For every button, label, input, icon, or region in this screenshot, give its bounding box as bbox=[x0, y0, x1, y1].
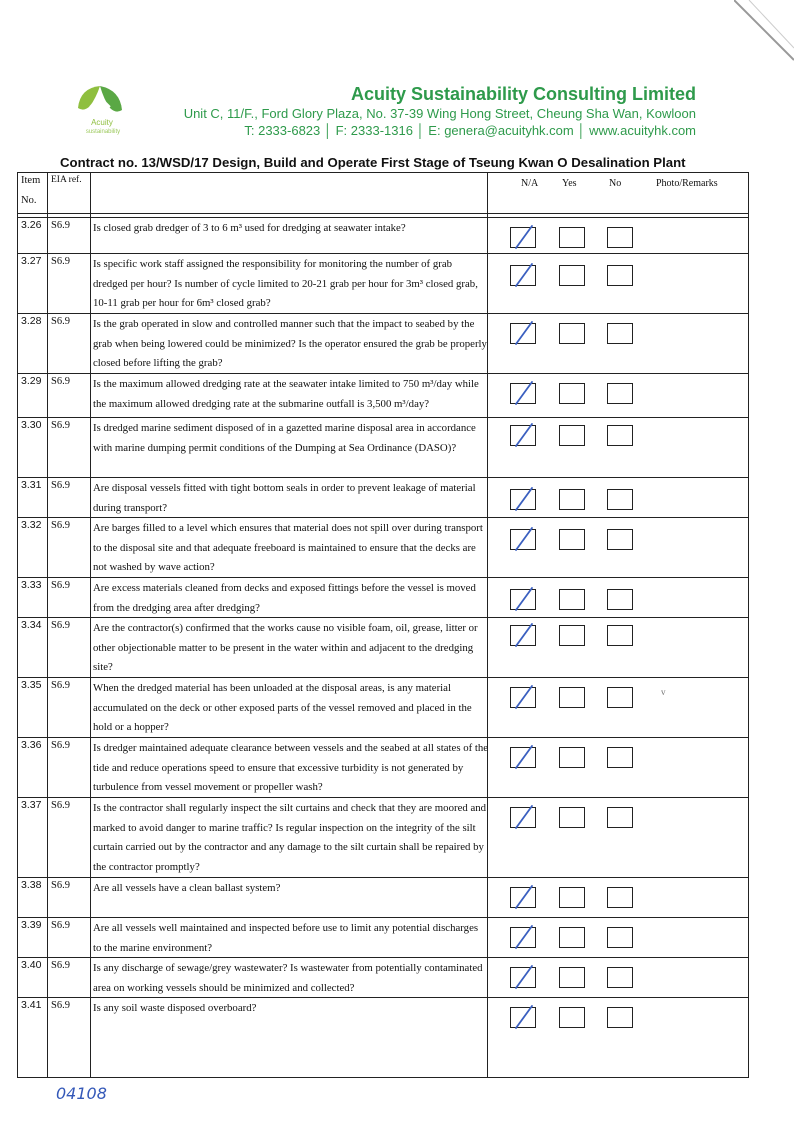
checkbox-yes[interactable] bbox=[559, 887, 585, 908]
checkbox-yes[interactable] bbox=[559, 625, 585, 646]
row-eia-ref: S6.9 bbox=[51, 256, 70, 267]
table-row bbox=[18, 253, 748, 313]
row-question: Are all vessels have a clean ballast system? bbox=[93, 882, 281, 894]
page-fold-corner bbox=[734, 0, 794, 70]
checkbox-no[interactable] bbox=[607, 1007, 633, 1028]
checkbox-yes[interactable] bbox=[559, 227, 585, 248]
checkbox-no[interactable] bbox=[607, 489, 633, 510]
row-question: When the dredged material has been unloaded at the disposal areas, is any material accumulated on the deck or other exposed parts of the vessel removed and placed in the hold or a hopper? bbox=[93, 682, 472, 734]
checkbox-na[interactable] bbox=[510, 687, 536, 708]
table-row bbox=[18, 737, 748, 797]
row-item-number: 3.32 bbox=[21, 519, 42, 531]
row-question: Are all vessels well maintained and inspected before use to limit any potential discharges to the marine environment? bbox=[93, 922, 479, 954]
row-eia-ref: S6.9 bbox=[51, 960, 70, 971]
checkbox-yes[interactable] bbox=[559, 687, 585, 708]
row-item-number: 3.40 bbox=[21, 959, 42, 971]
row-divider bbox=[18, 677, 748, 678]
row-eia-ref: S6.9 bbox=[51, 220, 70, 231]
checkbox-no[interactable] bbox=[607, 927, 633, 948]
row-question: Is closed grab dredger of 3 to 6 m³ used for dredging at seawater intake? bbox=[93, 222, 406, 234]
row-question: Is dredged marine sediment disposed of in a gazetted marine disposal area in accordance with marine dumping permit conditions of the Dumping at Sea Ordinance (DASO)? bbox=[93, 422, 476, 454]
checkbox-yes[interactable] bbox=[559, 807, 585, 828]
checkbox-na[interactable] bbox=[510, 529, 536, 550]
row-eia-ref: S6.9 bbox=[51, 580, 70, 591]
table-row bbox=[18, 217, 748, 253]
row-divider bbox=[18, 517, 748, 518]
col-eia-header: EIA ref. bbox=[51, 175, 82, 185]
checkbox-yes[interactable] bbox=[559, 529, 585, 550]
table-row bbox=[18, 517, 748, 577]
checkbox-no[interactable] bbox=[607, 323, 633, 344]
row-divider bbox=[18, 617, 748, 618]
table-row bbox=[18, 617, 748, 677]
row-question: Is the contractor shall regularly inspect the silt curtains and check that they are moored and marked to avoid danger to marine traffic? Is regular inspection on the integrity of the silt curtain carried out by the contractor and any damage to the silt curtain shall be repaired by the contractor promptly? bbox=[93, 802, 487, 873]
table-row bbox=[18, 373, 748, 417]
row-divider bbox=[18, 797, 748, 798]
checkbox-na[interactable] bbox=[510, 1007, 536, 1028]
checkbox-yes[interactable] bbox=[559, 425, 585, 446]
checkbox-na[interactable] bbox=[510, 589, 536, 610]
col-item-header: Item bbox=[21, 175, 41, 186]
row-divider bbox=[18, 577, 748, 578]
row-item-number: 3.37 bbox=[21, 799, 42, 811]
row-question: Is specific work staff assigned the responsibility for monitoring the number of grab dredged per hour? Is number of cycle limited to 20-21 grab per hour for 3m³ closed grab, 10-11 grab per hour for 6m³ closed grab? bbox=[93, 258, 478, 310]
row-divider bbox=[18, 957, 748, 958]
col-no-header: No bbox=[609, 178, 622, 189]
row-item-number: 3.31 bbox=[21, 479, 42, 491]
company-address: Unit C, 11/F., Ford Glory Plaza, No. 37-39 Wing Hong Street, Cheung Sha Wan, Kowloon bbox=[183, 106, 696, 121]
row-question: Are disposal vessels fitted with tight bottom seals in order to prevent leakage of material during transport? bbox=[93, 482, 476, 514]
checkbox-yes[interactable] bbox=[559, 489, 585, 510]
checkbox-no[interactable] bbox=[607, 625, 633, 646]
row-question: Is any soil waste disposed overboard? bbox=[93, 1002, 257, 1014]
table-row bbox=[18, 677, 748, 737]
checkbox-no[interactable] bbox=[607, 887, 633, 908]
checklist-table bbox=[17, 172, 749, 1078]
table-row bbox=[18, 577, 748, 617]
row-remark: v bbox=[661, 687, 666, 697]
checkbox-yes[interactable] bbox=[559, 589, 585, 610]
checkbox-no[interactable] bbox=[607, 265, 633, 286]
table-row bbox=[18, 957, 748, 997]
checkbox-na[interactable] bbox=[510, 967, 536, 988]
checkbox-no[interactable] bbox=[607, 687, 633, 708]
checkbox-yes[interactable] bbox=[559, 265, 585, 286]
row-question: Is any discharge of sewage/grey wastewater? Is wastewater from potentially contaminated area on working vessels should be minimized and collected? bbox=[93, 962, 483, 994]
checkbox-na[interactable] bbox=[510, 323, 536, 344]
row-item-number: 3.39 bbox=[21, 919, 42, 931]
table-row bbox=[18, 313, 748, 373]
row-divider bbox=[18, 417, 748, 418]
row-eia-ref: S6.9 bbox=[51, 1000, 70, 1011]
checkbox-yes[interactable] bbox=[559, 1007, 585, 1028]
row-eia-ref: S6.9 bbox=[51, 740, 70, 751]
company-name: Acuity Sustainability Consulting Limited bbox=[350, 84, 696, 104]
checkbox-no[interactable] bbox=[607, 589, 633, 610]
checkbox-no[interactable] bbox=[607, 529, 633, 550]
row-eia-ref: S6.9 bbox=[51, 420, 70, 431]
row-question: Are the contractor(s) confirmed that the works cause no visible foam, oil, grease, litter or other objectionable matter to be present in the water within and adjacent to the dredging site? bbox=[93, 622, 478, 674]
row-item-number: 3.30 bbox=[21, 419, 42, 431]
checkbox-na[interactable] bbox=[510, 927, 536, 948]
checkbox-no[interactable] bbox=[607, 227, 633, 248]
row-divider bbox=[18, 997, 748, 998]
checkbox-yes[interactable] bbox=[559, 927, 585, 948]
row-item-number: 3.33 bbox=[21, 579, 42, 591]
handwritten-note: 04108 bbox=[56, 1084, 107, 1103]
checkbox-no[interactable] bbox=[607, 807, 633, 828]
row-question: Is the maximum allowed dredging rate at the seawater intake limited to 750 m³/day while the maximum allowed dredging rate at the submarine outfall is 3,500 m³/day? bbox=[93, 378, 479, 410]
row-item-number: 3.26 bbox=[21, 219, 42, 231]
row-eia-ref: S6.9 bbox=[51, 880, 70, 891]
checkbox-na[interactable] bbox=[510, 383, 536, 404]
row-eia-ref: S6.9 bbox=[51, 800, 70, 811]
checkbox-na[interactable] bbox=[510, 807, 536, 828]
row-divider bbox=[18, 877, 748, 878]
checkbox-yes[interactable] bbox=[559, 323, 585, 344]
row-item-number: 3.28 bbox=[21, 315, 42, 327]
table-row bbox=[18, 797, 748, 877]
row-question: Are barges filled to a level which ensures that material does not spill over during transport to the disposal site and that adequate freeboard is maintained to ensure that the decks are not washed by wave action? bbox=[93, 522, 483, 574]
row-question: Are excess materials cleaned from decks and exposed fittings before the vessel is moved from the dredging area after dredging? bbox=[93, 582, 476, 614]
contract-title: Contract no. 13/WSD/17 Design, Build and Operate First Stage of Tseung Kwan O Desalination Plant bbox=[60, 155, 686, 170]
table-row bbox=[18, 477, 748, 517]
row-item-number: 3.36 bbox=[21, 739, 42, 751]
col-item-header-line2: No. bbox=[21, 195, 37, 206]
table-row bbox=[18, 997, 748, 1078]
row-item-number: 3.41 bbox=[21, 999, 42, 1011]
checkbox-na[interactable] bbox=[510, 489, 536, 510]
col-yes-header: Yes bbox=[562, 178, 577, 189]
row-eia-ref: S6.9 bbox=[51, 316, 70, 327]
table-row bbox=[18, 877, 748, 917]
checkbox-no[interactable] bbox=[607, 967, 633, 988]
checkbox-na[interactable] bbox=[510, 265, 536, 286]
checkbox-no[interactable] bbox=[607, 383, 633, 404]
row-divider bbox=[18, 253, 748, 254]
checkbox-na[interactable] bbox=[510, 887, 536, 908]
row-eia-ref: S6.9 bbox=[51, 376, 70, 387]
checkbox-na[interactable] bbox=[510, 425, 536, 446]
row-question: Is dredger maintained adequate clearance between vessels and the seabed at all states of the tide and reduce operations speed to ensure that excessive turbidity is not generated by turbulence from vessel movement or propeller wash? bbox=[93, 742, 489, 794]
row-divider bbox=[18, 373, 748, 374]
checkbox-yes[interactable] bbox=[559, 967, 585, 988]
col-remarks-header: Photo/Remarks bbox=[656, 178, 718, 189]
row-item-number: 3.34 bbox=[21, 619, 42, 631]
table-row bbox=[18, 917, 748, 957]
row-divider bbox=[18, 737, 748, 738]
row-question: Is the grab operated in slow and controlled manner such that the impact to seabed by the grab when being lowered could be minimized? Is the operator ensured the grab be properly closed before lifting the grab? bbox=[93, 318, 487, 370]
col-na-header: N/A bbox=[521, 178, 539, 189]
row-eia-ref: S6.9 bbox=[51, 620, 70, 631]
row-divider bbox=[18, 477, 748, 478]
row-item-number: 3.27 bbox=[21, 255, 42, 267]
checkbox-yes[interactable] bbox=[559, 383, 585, 404]
row-eia-ref: S6.9 bbox=[51, 520, 70, 531]
row-divider bbox=[18, 917, 748, 918]
checkbox-na[interactable] bbox=[510, 227, 536, 248]
row-eia-ref: S6.9 bbox=[51, 480, 70, 491]
checkbox-no[interactable] bbox=[607, 425, 633, 446]
checkbox-yes[interactable] bbox=[559, 747, 585, 768]
row-divider bbox=[18, 313, 748, 314]
checkbox-na[interactable] bbox=[510, 747, 536, 768]
logo-subtext: sustainability bbox=[85, 129, 121, 135]
checkbox-no[interactable] bbox=[607, 747, 633, 768]
row-item-number: 3.35 bbox=[21, 679, 42, 691]
header-divider bbox=[18, 213, 748, 214]
table-row bbox=[18, 417, 748, 477]
row-eia-ref: S6.9 bbox=[51, 920, 70, 931]
row-eia-ref: S6.9 bbox=[51, 680, 70, 691]
logo-text: Acuity bbox=[91, 118, 113, 127]
row-item-number: 3.38 bbox=[21, 879, 42, 891]
checkbox-na[interactable] bbox=[510, 625, 536, 646]
row-item-number: 3.29 bbox=[21, 375, 42, 387]
company-contact: T: 2333-6823 │ F: 2333-1316 │ E: genera@acuityhk.com │ www.acuityhk.com bbox=[244, 123, 696, 138]
